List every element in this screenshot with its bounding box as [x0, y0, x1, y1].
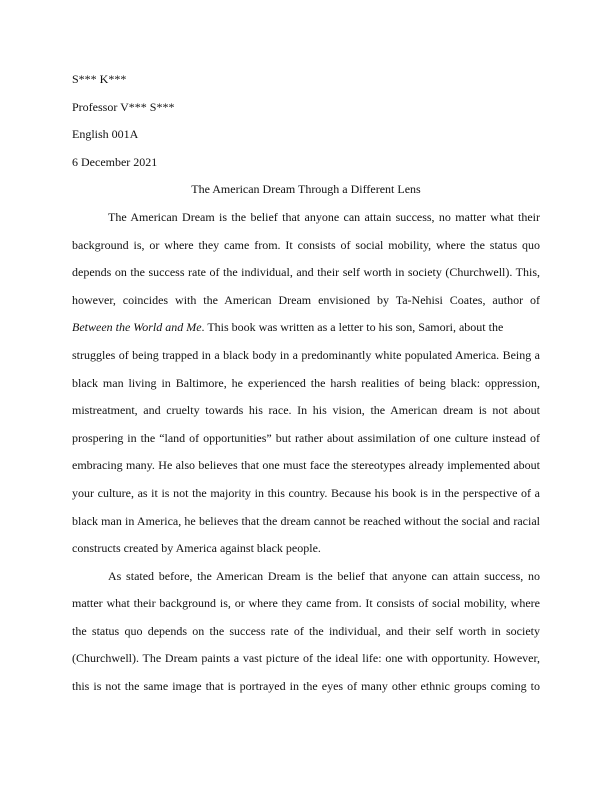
paragraph-line: The American Dream is the belief that anyone can attain success, no matter what their — [108, 209, 540, 224]
paragraph-line: As stated before, the American Dream is the belief that anyone can attain success, no — [108, 568, 540, 583]
paragraph-line: embracing many. He also believes that one must face the stereotypes already implemented about — [72, 458, 540, 473]
paragraph-line: however, coincides with the American Dream envisioned by Ta-Nehisi Coates, author of — [72, 292, 540, 307]
paragraph-line: constructs created by America against black people. — [72, 541, 321, 556]
paragraph-line: (Churchwell). The Dream paints a vast picture of the ideal life: one with opportunity. However, — [72, 651, 540, 666]
student-name: S*** K*** — [72, 72, 127, 86]
paragraph-line: the status quo depends on the success rate of the individual, and their self worth in society — [72, 623, 540, 638]
paragraph-line: black man in America, he believes that the dream cannot be reached without the social and racial — [72, 513, 540, 528]
paragraph-line: your culture, as it is not the majority in this country. Because his book is in the perspective of a — [72, 485, 540, 500]
paragraph-line: this is not the same image that is portrayed in the eyes of many other ethnic groups coming to — [72, 679, 540, 694]
essay-title: The American Dream Through a Different Lens — [191, 182, 421, 197]
paragraph-2 — [72, 563, 540, 701]
professor-name: Professor V*** S*** — [72, 99, 175, 114]
paragraph-line: background is, or where they came from. It consists of social mobility, where the status quo — [72, 237, 540, 252]
paragraph-line — [72, 314, 540, 342]
paragraph-line: struggles of being trapped in a black body in a predominantly white populated America. Being a — [72, 347, 540, 362]
document-page — [72, 66, 540, 701]
course-name: English 001A — [72, 127, 139, 142]
paragraph-line: depends on the success rate of the individual, and their self worth in society (Churchwell). This, — [72, 265, 540, 280]
paragraph-1 — [72, 204, 540, 563]
paragraph-line: matter what their background is, or where they came from. It consists of social mobility, where — [72, 596, 540, 611]
paragraph-line: mistreatment, and cruelty towards his race. In his vision, the American dream is not about — [72, 403, 540, 418]
paragraph-line-text: . This book was written as a letter to his son, Samori, about the — [201, 320, 504, 335]
paragraph-line: black man living in Baltimore, he experienced the harsh realities of being black: oppression, — [72, 375, 540, 390]
essay-date: 6 December 2021 — [72, 154, 158, 169]
book-title: Between the World and Me — [72, 320, 202, 335]
paragraph-line: prospering in the “land of opportunities” but rather about assimilation of one culture instead of — [72, 430, 540, 445]
